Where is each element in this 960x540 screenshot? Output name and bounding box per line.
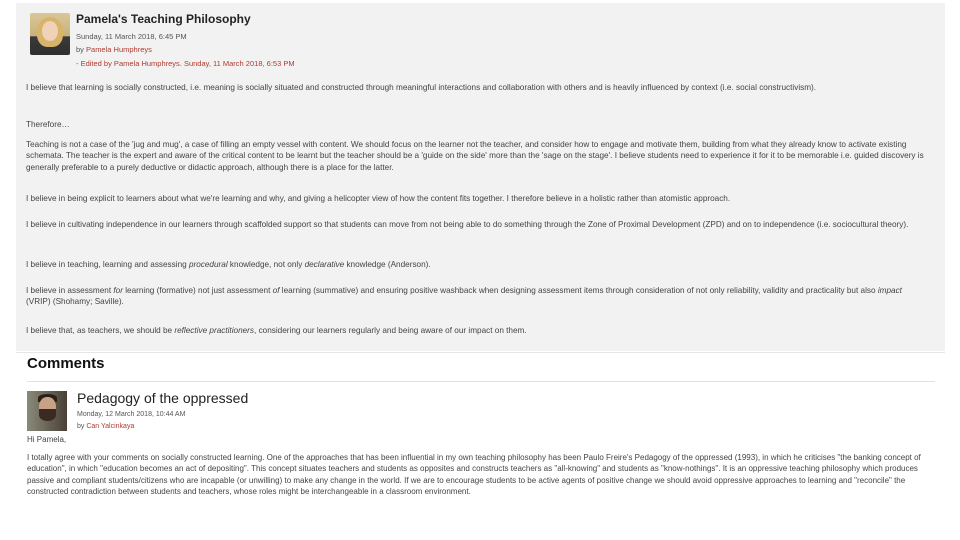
post-title: Pamela's Teaching Philosophy [76,12,251,26]
comment-byline: by Can Yalcinkaya [77,423,135,430]
post-byline: by Pamela Humphreys [76,45,152,54]
comment-date: Monday, 12 March 2018, 10:44 AM [77,411,186,418]
post-paragraph: I believe in assessment for learning (formative) not just assessment of learning (summative) and ensuring positive washback when designing assessment items through consideration of not only reliability, validity and practicality but also impact (VRIP) (Shohamy; Saville). [26,286,902,307]
section-divider [16,352,945,353]
post-paragraph: I believe in cultivating independence in our learners through scaffolded support so that students can move from not being able to do something through the Zone of Proximal Development (ZPD) and on to independence (i.e. sociocultural theory). [26,220,909,229]
comments-rule [27,381,935,382]
comment-title: Pedagogy of the oppressed [77,390,249,406]
post-paragraph: I believe in being explicit to learners about what we're learning and why, and giving a helicopter view of how the content fits together. I therefore believe in a holistic rather than atomistic approach. [26,194,731,203]
post-paragraph: Teaching is not a case of the 'jug and mug', a case of filling an empty vessel with content. We should focus on the learner not the teacher, and consider how to engage and motivate them, building from what they already know to activate existing schemata. The teacher is the expert and aware of the critical content to be learnt but the teacher should be a 'guide on the side' more than the 'sage on the stage'. I believe students need to experience it for it to be memorable i.e. guided discovery is generally preferable to a purely deductive or didactic approach, although there is a place for the latter. [26,140,924,172]
post-edited-note [76,59,295,68]
comment-author-link[interactable]: Can Yalcinkaya [86,423,135,430]
forum-post [16,3,945,351]
post-date: Sunday, 11 March 2018, 6:45 PM [76,32,187,41]
post-paragraph: I believe in teaching, learning and assessing procedural knowledge, not only declarative knowledge (Anderson). [26,260,431,269]
post-author-link[interactable]: Pamela Humphreys [86,45,152,54]
post-paragraph: I believe that, as teachers, we should be reflective practitioners, considering our learners regularly and being aware of our impact on them. [26,326,527,335]
comments-heading: Comments [27,355,105,372]
author-avatar[interactable] [30,13,70,55]
comment-greeting: Hi Pamela, [27,435,67,444]
commenter-avatar[interactable] [27,391,67,431]
edited-link[interactable]: - Edited by Pamela Humphreys. Sunday, 11 March 2018, 6:53 PM [76,59,295,68]
post-paragraph: I believe that learning is socially constructed, i.e. meaning is socially situated and constructed through meaningful interactions and collaboration with others and is heavily influenced by context (i.e. social constructivism). [26,83,817,92]
comment-body: I totally agree with your comments on socially constructed learning. One of the approaches that has been influential in my own teaching philosophy has been Paulo Freire's Pedagogy of the oppressed (1993), in which he criticises "the banking concept of education", in which "education becomes an act of depositing". This concept situates teachers and students as opposites and constructs teachers as "all-knowing" and students as "know-nothings". It is an oppressive teaching philosophy which produces passive and compliant students/citizens who are incapable (or unwilling) to make any change in the world. If we are to encourage students to be active agents of positive change we should avoid oppressive approaches to learning and "reconcile" the constructed contradiction between students and teachers, whose roles might be interchangeable in a classroom environment. [27,453,921,497]
post-paragraph: Therefore… [26,120,70,129]
